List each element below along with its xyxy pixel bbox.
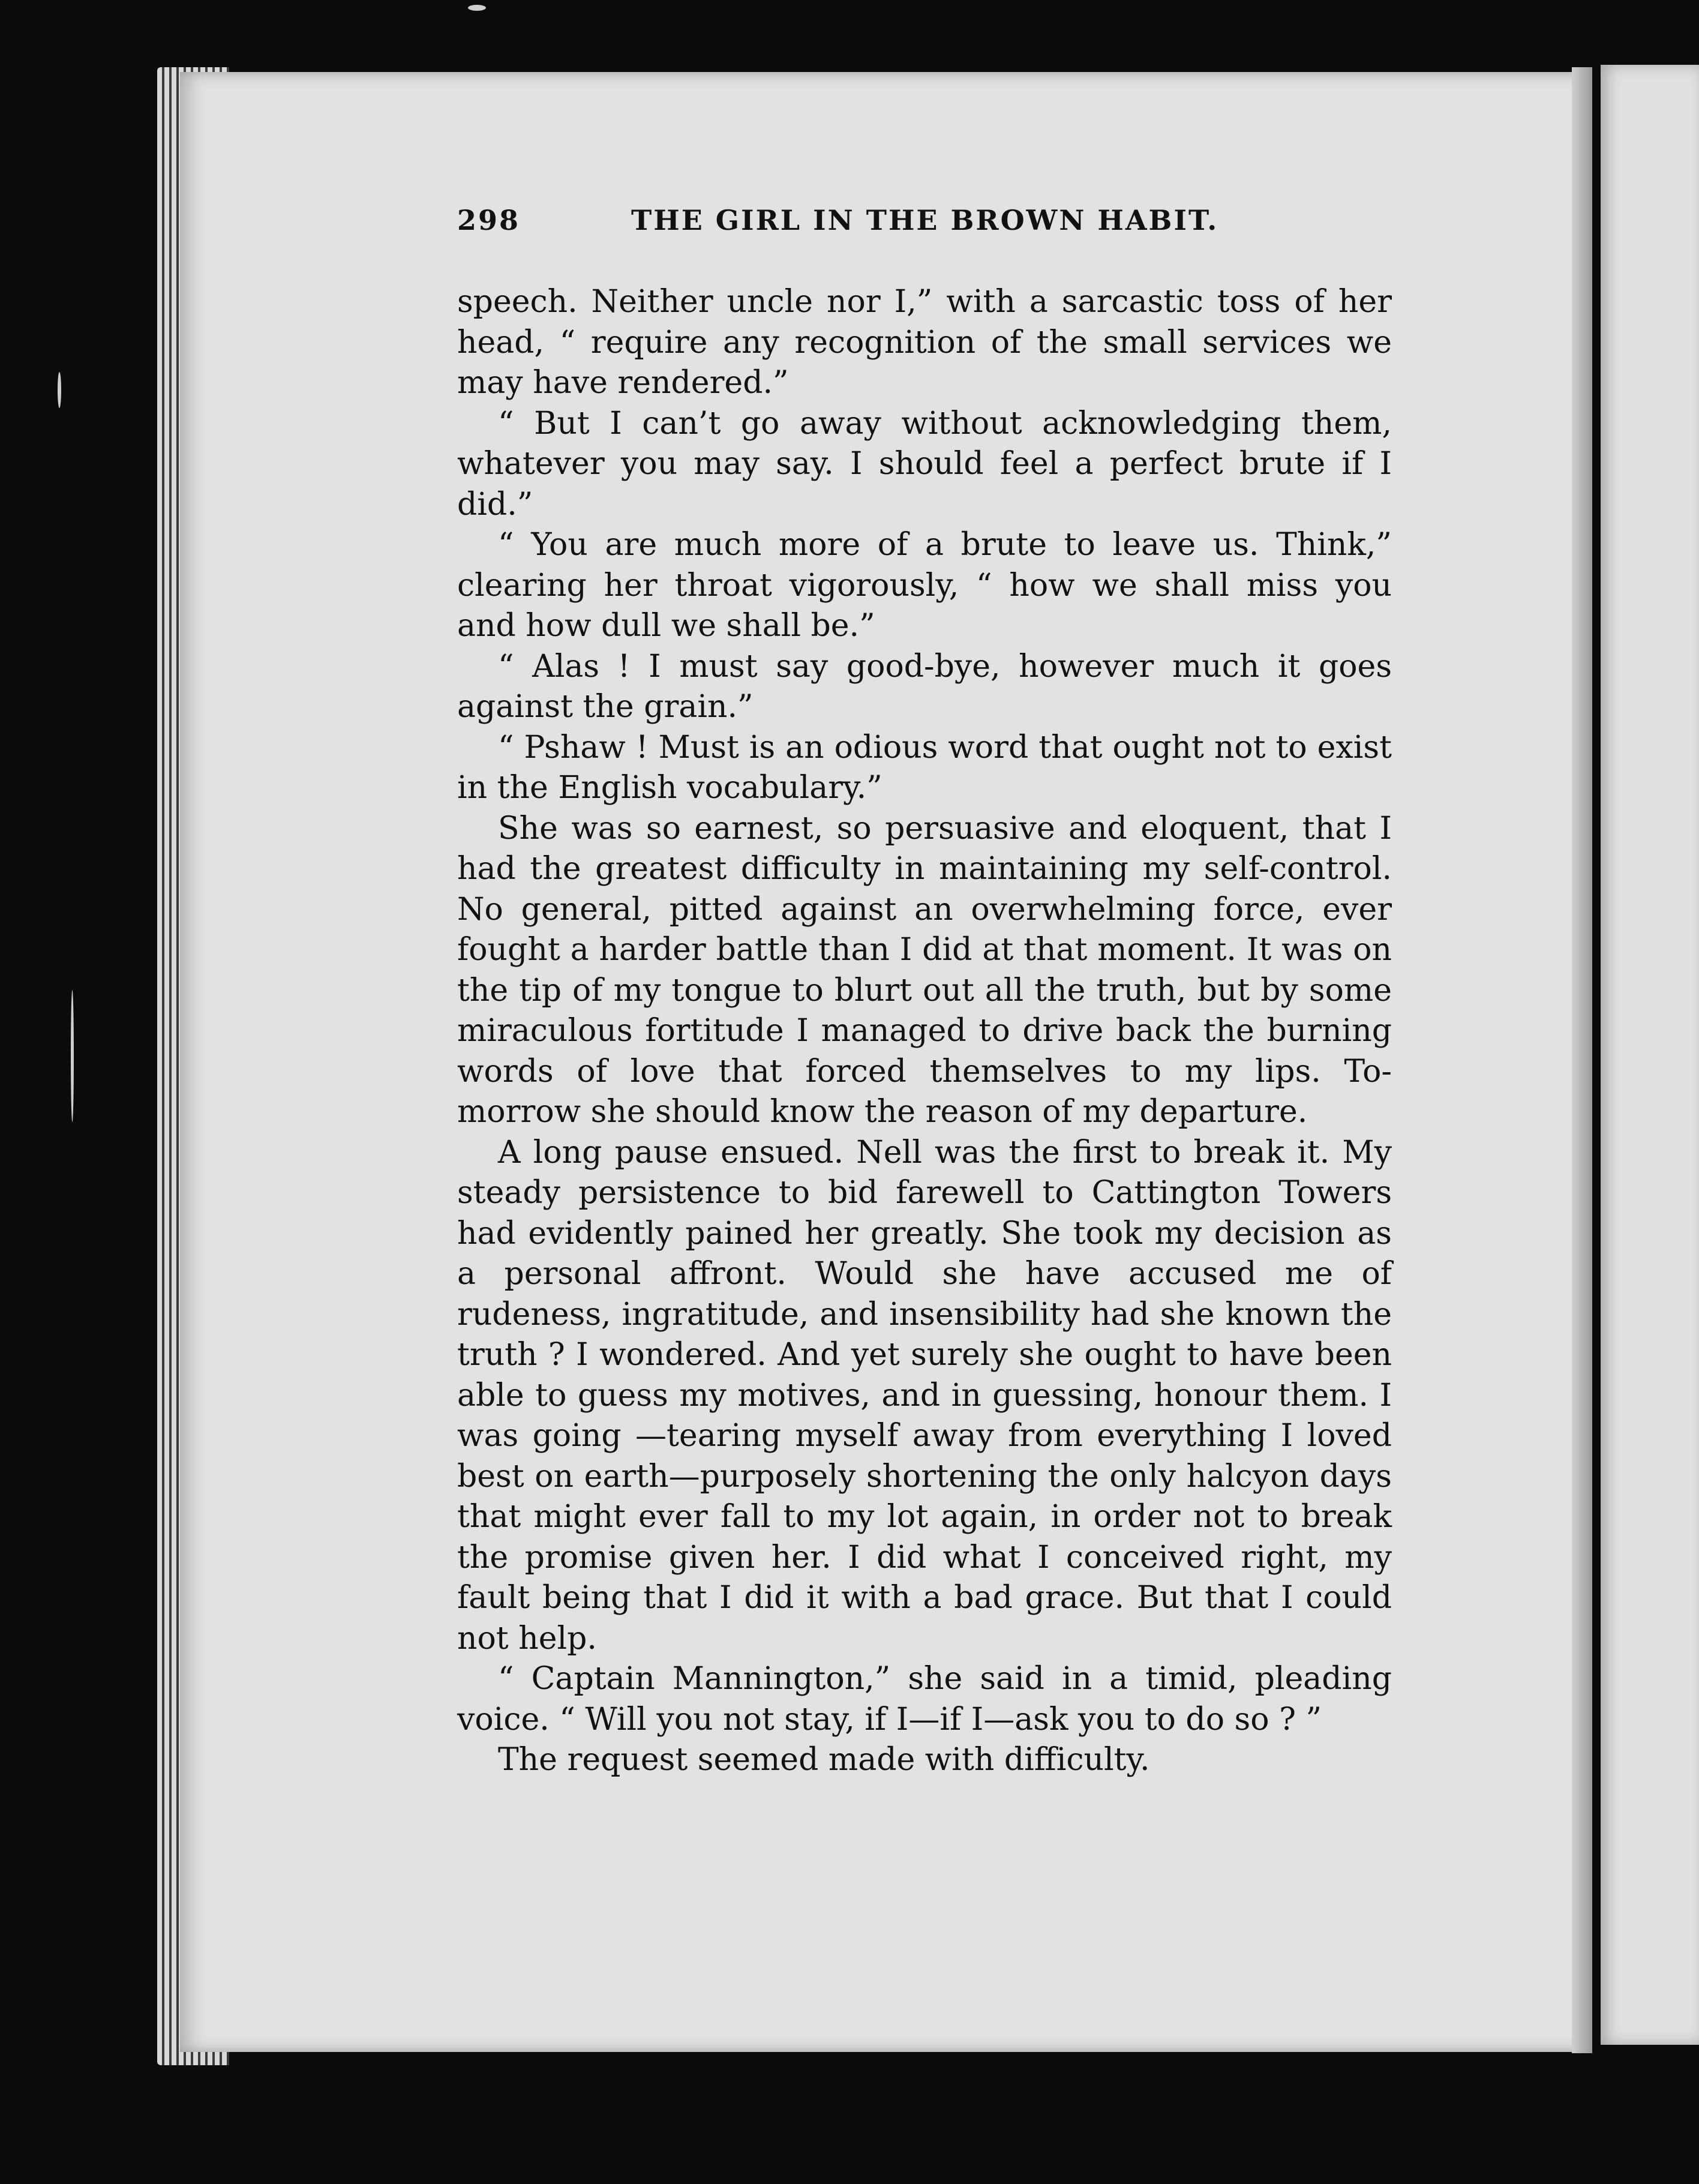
paragraph: “ Alas ! I must say good-bye, however much it goes against the grain.” bbox=[457, 648, 1392, 725]
paragraph: “ You are much more of a brute to leave us. Think,” clearing her throat vigorously, “ how we shall miss you and how dull we shall be.” bbox=[457, 527, 1392, 644]
facing-page-edge bbox=[1601, 65, 1699, 2045]
paragraph: “ Pshaw ! Must is an odious word that ought not to exist in the English vocabulary.” bbox=[457, 729, 1392, 806]
scan-speck bbox=[468, 5, 486, 11]
page-number: 298 bbox=[457, 204, 521, 236]
body-text bbox=[457, 282, 1392, 1781]
running-title: THE GIRL IN THE BROWN HABIT. bbox=[631, 204, 1219, 236]
scan-speck bbox=[58, 372, 61, 408]
running-header bbox=[457, 204, 1392, 252]
paragraph: She was so earnest, so persuasive and eloquent, that I had the greatest difficulty in maintaining my self-control. No general, pitted against an overwhelming force, ever fought a harder battle than I did at that moment. It was on the tip of my tongue to blurt out all the truth, but by some miraculous fortitude I managed to drive back the burning words of love that forced themselves to my lips. To-morrow she should know the reason of my departure. bbox=[457, 810, 1392, 1130]
paragraph: The request seemed made with difficulty. bbox=[498, 1742, 1150, 1778]
paragraph: “ Captain Mannington,” she said in a timid, pleading voice. “ Will you not stay, if I—if I—ask you to do so ? ” bbox=[457, 1661, 1392, 1738]
paragraph: A long pause ensued. Nell was the first to break it. My steady persistence to bid farewell to Cattington Towers had evidently pained her greatly. She took my decision as a personal affront. Would she have accused me of rudeness, ingratitude, and insensibility had she known the truth ? I wondered. And yet surely she ought to have been able to guess my motives, and in guessing, honour them. I was going —tearing myself away from everything I loved best on earth—purposely shortening the only halcyon days that might ever fall to my lot again, in order not to break the promise given her. I did what I conceived right, my fault being that I did it with a bad grace. But that I could not help. bbox=[457, 1134, 1392, 1657]
paragraph-continued: speech. Neither uncle nor I,” with a sarcastic toss of her head, “ require any recognition of the small services we may have rendered.” bbox=[457, 284, 1392, 401]
paragraph: “ But I can’t go away without acknowledging them, whatever you may say. I should feel a perfect brute if I did.” bbox=[457, 405, 1392, 523]
page-gutter-shadow bbox=[1572, 67, 1592, 2053]
scan-speck bbox=[71, 990, 74, 1122]
